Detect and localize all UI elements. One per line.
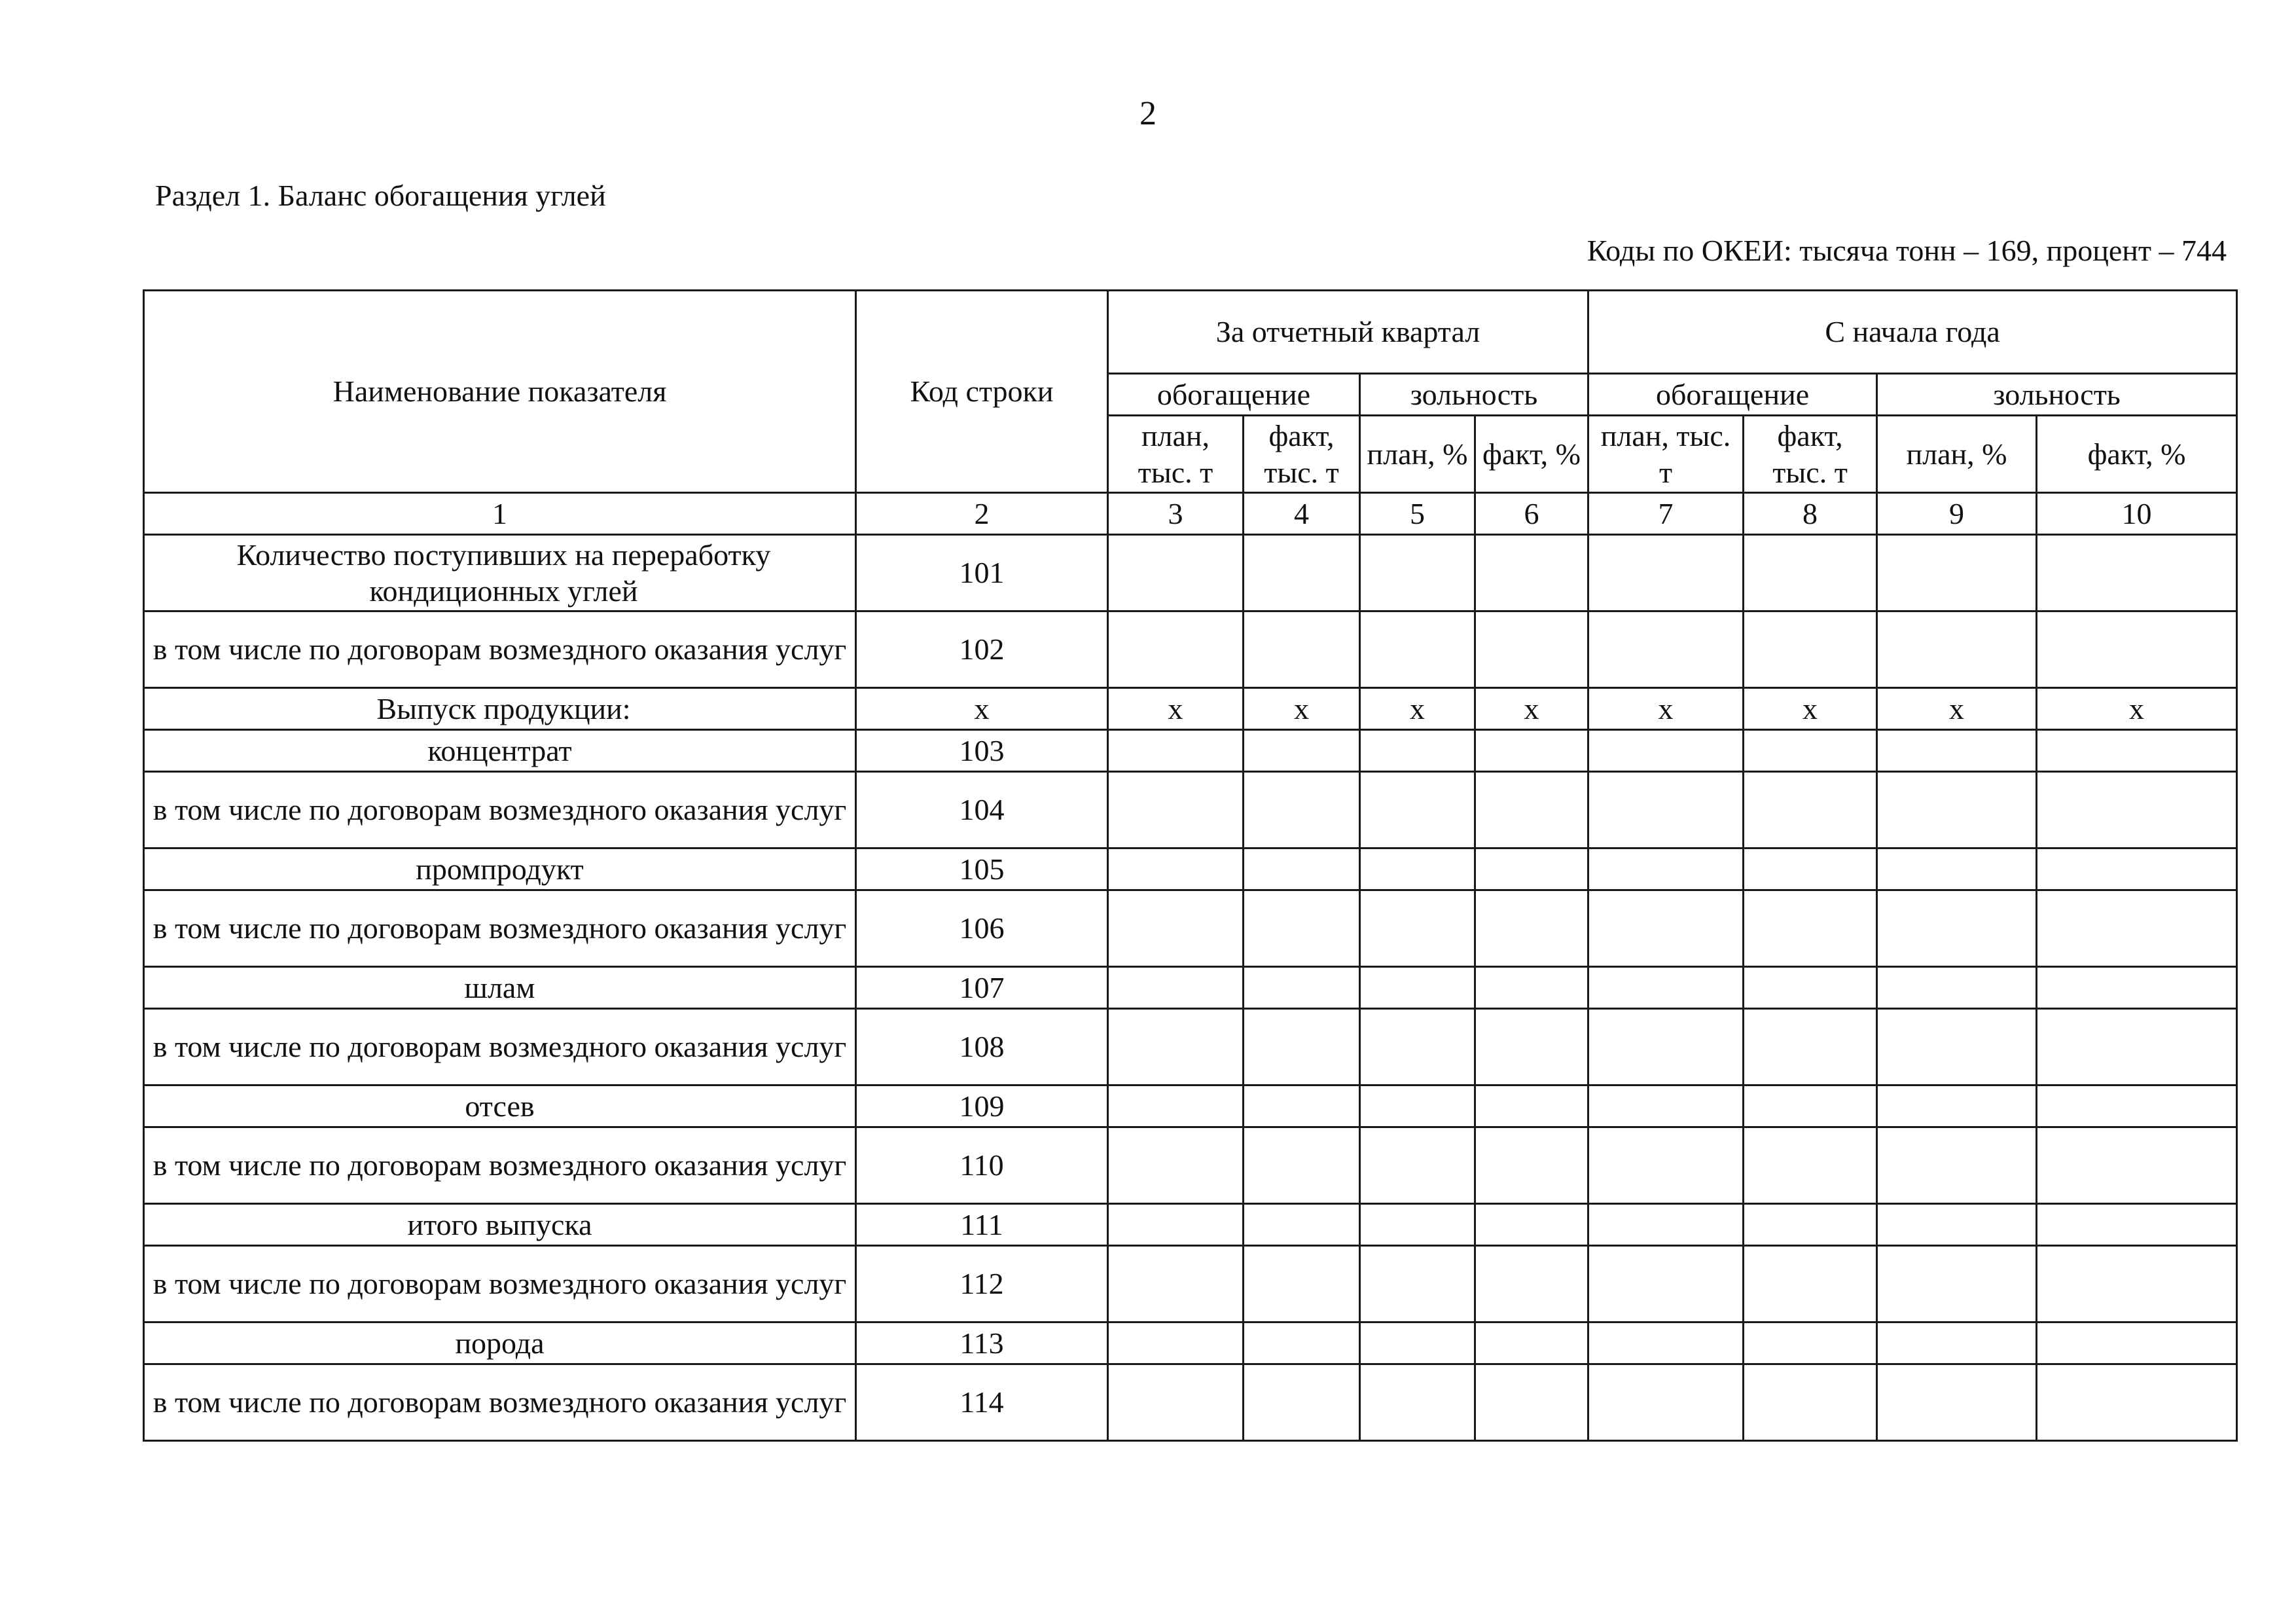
value-cell bbox=[1244, 890, 1360, 967]
header-ytd-enrichment: обогащение bbox=[1588, 374, 1877, 416]
value-cell bbox=[1877, 772, 2037, 848]
header-quarter-ash: зольность bbox=[1360, 374, 1588, 416]
value-cell bbox=[1244, 730, 1360, 772]
indicator-name-cell: Количество поступивших на переработку кондиционных углей bbox=[144, 535, 856, 611]
indicator-name-cell: в том числе по договорам возмездного оказания услуг bbox=[144, 772, 856, 848]
value-cell bbox=[1744, 730, 1877, 772]
value-cell bbox=[1475, 1322, 1588, 1364]
value-cell bbox=[1744, 772, 1877, 848]
row-code-cell: 111 bbox=[856, 1204, 1108, 1246]
row-code-cell: 104 bbox=[856, 772, 1108, 848]
value-cell bbox=[1108, 730, 1244, 772]
value-cell bbox=[1360, 730, 1475, 772]
indicator-name-cell: порода bbox=[144, 1322, 856, 1364]
header-ytd-enrich-fact: факт, тыс. т bbox=[1744, 416, 1877, 493]
row-code-cell: 109 bbox=[856, 1085, 1108, 1127]
value-cell bbox=[1877, 1009, 2037, 1085]
value-cell bbox=[1588, 535, 1744, 611]
row-code-cell: 105 bbox=[856, 848, 1108, 890]
value-cell bbox=[1475, 848, 1588, 890]
header-reporting-quarter: За отчетный квартал bbox=[1108, 291, 1588, 374]
value-cell bbox=[1877, 1364, 2037, 1441]
table-body bbox=[144, 535, 2237, 1441]
value-cell bbox=[1475, 535, 1588, 611]
indicator-name-cell: в том числе по договорам возмездного оказания услуг bbox=[144, 1009, 856, 1085]
okei-codes: Коды по ОКЕИ: тысяча тонн – 169, процент – 744 bbox=[1587, 234, 2227, 267]
value-cell bbox=[1475, 1127, 1588, 1204]
row-code-cell: 110 bbox=[856, 1127, 1108, 1204]
value-cell bbox=[1108, 1127, 1244, 1204]
page-number: 2 bbox=[1139, 95, 1157, 132]
value-cell bbox=[1108, 967, 1244, 1009]
column-number: 10 bbox=[2037, 493, 2237, 535]
column-number: 1 bbox=[144, 493, 856, 535]
value-cell bbox=[1588, 967, 1744, 1009]
value-cell: x bbox=[1244, 688, 1360, 730]
row-code-cell: 114 bbox=[856, 1364, 1108, 1441]
value-cell bbox=[1244, 535, 1360, 611]
value-cell bbox=[2037, 1085, 2237, 1127]
value-cell bbox=[1877, 1246, 2037, 1322]
value-cell bbox=[1877, 535, 2037, 611]
value-cell: x bbox=[1360, 688, 1475, 730]
indicator-name-cell: в том числе по договорам возмездного оказания услуг bbox=[144, 1364, 856, 1441]
value-cell bbox=[1877, 1204, 2037, 1246]
value-cell bbox=[1588, 1009, 1744, 1085]
header-q-enrich-fact: факт, тыс. т bbox=[1244, 416, 1360, 493]
column-number: 6 bbox=[1475, 493, 1588, 535]
indicator-name-cell: отсев bbox=[144, 1085, 856, 1127]
value-cell bbox=[2037, 890, 2237, 967]
value-cell bbox=[1244, 967, 1360, 1009]
column-number: 7 bbox=[1588, 493, 1744, 535]
table-row bbox=[144, 1085, 2237, 1127]
value-cell bbox=[1877, 848, 2037, 890]
value-cell bbox=[1877, 1085, 2037, 1127]
value-cell bbox=[1475, 730, 1588, 772]
indicator-name-cell: в том числе по договорам возмездного оказания услуг bbox=[144, 611, 856, 688]
value-cell bbox=[1744, 1085, 1877, 1127]
value-cell bbox=[1588, 1085, 1744, 1127]
value-cell bbox=[2037, 611, 2237, 688]
value-cell bbox=[1475, 772, 1588, 848]
value-cell bbox=[1244, 611, 1360, 688]
row-code-cell: 106 bbox=[856, 890, 1108, 967]
value-cell bbox=[1244, 1127, 1360, 1204]
value-cell bbox=[1588, 1322, 1744, 1364]
table-row bbox=[144, 1009, 2237, 1085]
value-cell bbox=[1588, 772, 1744, 848]
value-cell bbox=[1108, 611, 1244, 688]
value-cell bbox=[1588, 1204, 1744, 1246]
table-row bbox=[144, 1127, 2237, 1204]
value-cell bbox=[1588, 890, 1744, 967]
table-row bbox=[144, 535, 2237, 611]
column-number: 9 bbox=[1877, 493, 2037, 535]
value-cell bbox=[1360, 1085, 1475, 1127]
indicator-name-cell: итого выпуска bbox=[144, 1204, 856, 1246]
value-cell bbox=[2037, 1009, 2237, 1085]
value-cell bbox=[2037, 1127, 2237, 1204]
value-cell bbox=[1360, 1204, 1475, 1246]
value-cell bbox=[1877, 1322, 2037, 1364]
header-quarter-enrichment: обогащение bbox=[1108, 374, 1360, 416]
value-cell bbox=[1877, 1127, 2037, 1204]
row-code-cell: 101 bbox=[856, 535, 1108, 611]
row-code-cell: 113 bbox=[856, 1322, 1108, 1364]
value-cell bbox=[1360, 1009, 1475, 1085]
column-number: 4 bbox=[1244, 493, 1360, 535]
value-cell bbox=[1475, 967, 1588, 1009]
value-cell bbox=[2037, 967, 2237, 1009]
value-cell bbox=[1244, 1204, 1360, 1246]
row-code-cell: 103 bbox=[856, 730, 1108, 772]
value-cell bbox=[1475, 1085, 1588, 1127]
value-cell bbox=[2037, 772, 2237, 848]
value-cell bbox=[2037, 1246, 2237, 1322]
header-ytd-enrich-plan: план, тыс. т bbox=[1588, 416, 1744, 493]
indicator-name-cell: в том числе по договорам возмездного оказания услуг bbox=[144, 1246, 856, 1322]
table-row bbox=[144, 688, 2237, 730]
value-cell bbox=[1475, 890, 1588, 967]
value-cell bbox=[1588, 611, 1744, 688]
value-cell bbox=[1244, 1085, 1360, 1127]
value-cell bbox=[1588, 1246, 1744, 1322]
value-cell bbox=[1244, 1322, 1360, 1364]
indicator-name-cell: в том числе по договорам возмездного оказания услуг bbox=[144, 1127, 856, 1204]
value-cell bbox=[1108, 535, 1244, 611]
value-cell bbox=[1744, 890, 1877, 967]
value-cell bbox=[1360, 848, 1475, 890]
value-cell bbox=[1744, 611, 1877, 688]
table-row bbox=[144, 1204, 2237, 1246]
header-indicator-name: Наименование показателя bbox=[144, 291, 856, 493]
value-cell bbox=[2037, 1204, 2237, 1246]
value-cell bbox=[1744, 1204, 1877, 1246]
value-cell: x bbox=[1108, 688, 1244, 730]
value-cell bbox=[1360, 967, 1475, 1009]
value-cell bbox=[1877, 890, 2037, 967]
row-code-cell: 108 bbox=[856, 1009, 1108, 1085]
indicator-name-cell: концентрат bbox=[144, 730, 856, 772]
value-cell bbox=[2037, 535, 2237, 611]
value-cell: x bbox=[1588, 688, 1744, 730]
value-cell: x bbox=[2037, 688, 2237, 730]
table-header bbox=[144, 291, 2237, 535]
table-row bbox=[144, 890, 2237, 967]
indicator-name-cell: шлам bbox=[144, 967, 856, 1009]
value-cell bbox=[1108, 772, 1244, 848]
value-cell bbox=[1108, 1322, 1244, 1364]
value-cell bbox=[1244, 1009, 1360, 1085]
header-row-code: Код строки bbox=[856, 291, 1108, 493]
value-cell bbox=[1360, 1322, 1475, 1364]
indicator-name-cell: Выпуск продукции: bbox=[144, 688, 856, 730]
value-cell bbox=[1744, 535, 1877, 611]
row-code-cell: x bbox=[856, 688, 1108, 730]
value-cell bbox=[1588, 1364, 1744, 1441]
value-cell bbox=[1877, 730, 2037, 772]
value-cell bbox=[1475, 1204, 1588, 1246]
value-cell bbox=[2037, 1364, 2237, 1441]
value-cell bbox=[1744, 1322, 1877, 1364]
value-cell bbox=[2037, 848, 2237, 890]
table-row bbox=[144, 772, 2237, 848]
value-cell bbox=[1744, 1127, 1877, 1204]
header-q-enrich-plan: план, тыс. т bbox=[1108, 416, 1244, 493]
value-cell bbox=[1244, 772, 1360, 848]
value-cell bbox=[2037, 730, 2237, 772]
value-cell bbox=[1360, 1127, 1475, 1204]
value-cell bbox=[1744, 1364, 1877, 1441]
indicator-name-cell: в том числе по договорам возмездного оказания услуг bbox=[144, 890, 856, 967]
column-number: 3 bbox=[1108, 493, 1244, 535]
value-cell bbox=[1108, 1009, 1244, 1085]
value-cell bbox=[1877, 611, 2037, 688]
value-cell bbox=[1360, 772, 1475, 848]
value-cell bbox=[1475, 1009, 1588, 1085]
value-cell bbox=[1877, 967, 2037, 1009]
table-row bbox=[144, 848, 2237, 890]
value-cell bbox=[1360, 535, 1475, 611]
section-title: Раздел 1. Баланс обогащения углей bbox=[155, 179, 606, 212]
table-row bbox=[144, 967, 2237, 1009]
value-cell bbox=[1360, 1246, 1475, 1322]
table-row bbox=[144, 730, 2237, 772]
value-cell bbox=[1744, 967, 1877, 1009]
header-year-to-date: С начала года bbox=[1588, 291, 2237, 374]
value-cell bbox=[2037, 1322, 2237, 1364]
value-cell bbox=[1588, 1127, 1744, 1204]
value-cell bbox=[1475, 1364, 1588, 1441]
header-ytd-ash-plan: план, % bbox=[1877, 416, 2037, 493]
row-code-cell: 107 bbox=[856, 967, 1108, 1009]
column-number: 5 bbox=[1360, 493, 1475, 535]
value-cell bbox=[1588, 730, 1744, 772]
value-cell bbox=[1360, 1364, 1475, 1441]
header-q-ash-plan: план, % bbox=[1360, 416, 1475, 493]
row-code-cell: 102 bbox=[856, 611, 1108, 688]
column-number: 8 bbox=[1744, 493, 1877, 535]
value-cell bbox=[1244, 1364, 1360, 1441]
column-numbers-row bbox=[144, 493, 2237, 535]
value-cell bbox=[1244, 848, 1360, 890]
value-cell bbox=[1108, 1246, 1244, 1322]
value-cell bbox=[1360, 890, 1475, 967]
value-cell: x bbox=[1877, 688, 2037, 730]
header-q-ash-fact: факт, % bbox=[1475, 416, 1588, 493]
value-cell bbox=[1244, 1246, 1360, 1322]
indicator-name-cell: промпродукт bbox=[144, 848, 856, 890]
value-cell bbox=[1475, 1246, 1588, 1322]
value-cell bbox=[1108, 1085, 1244, 1127]
table-row bbox=[144, 1322, 2237, 1364]
table-row bbox=[144, 1246, 2237, 1322]
value-cell bbox=[1744, 848, 1877, 890]
value-cell: x bbox=[1744, 688, 1877, 730]
table-row bbox=[144, 611, 2237, 688]
value-cell bbox=[1108, 848, 1244, 890]
value-cell bbox=[1108, 1204, 1244, 1246]
value-cell bbox=[1744, 1009, 1877, 1085]
column-number: 2 bbox=[856, 493, 1108, 535]
table-row bbox=[144, 1364, 2237, 1441]
value-cell bbox=[1744, 1246, 1877, 1322]
header-ytd-ash: зольность bbox=[1877, 374, 2237, 416]
value-cell bbox=[1360, 611, 1475, 688]
value-cell bbox=[1588, 848, 1744, 890]
value-cell bbox=[1108, 1364, 1244, 1441]
value-cell bbox=[1475, 611, 1588, 688]
header-ytd-ash-fact: факт, % bbox=[2037, 416, 2237, 493]
value-cell: x bbox=[1475, 688, 1588, 730]
row-code-cell: 112 bbox=[856, 1246, 1108, 1322]
value-cell bbox=[1108, 890, 1244, 967]
coal-enrichment-balance-table bbox=[143, 289, 2238, 1442]
